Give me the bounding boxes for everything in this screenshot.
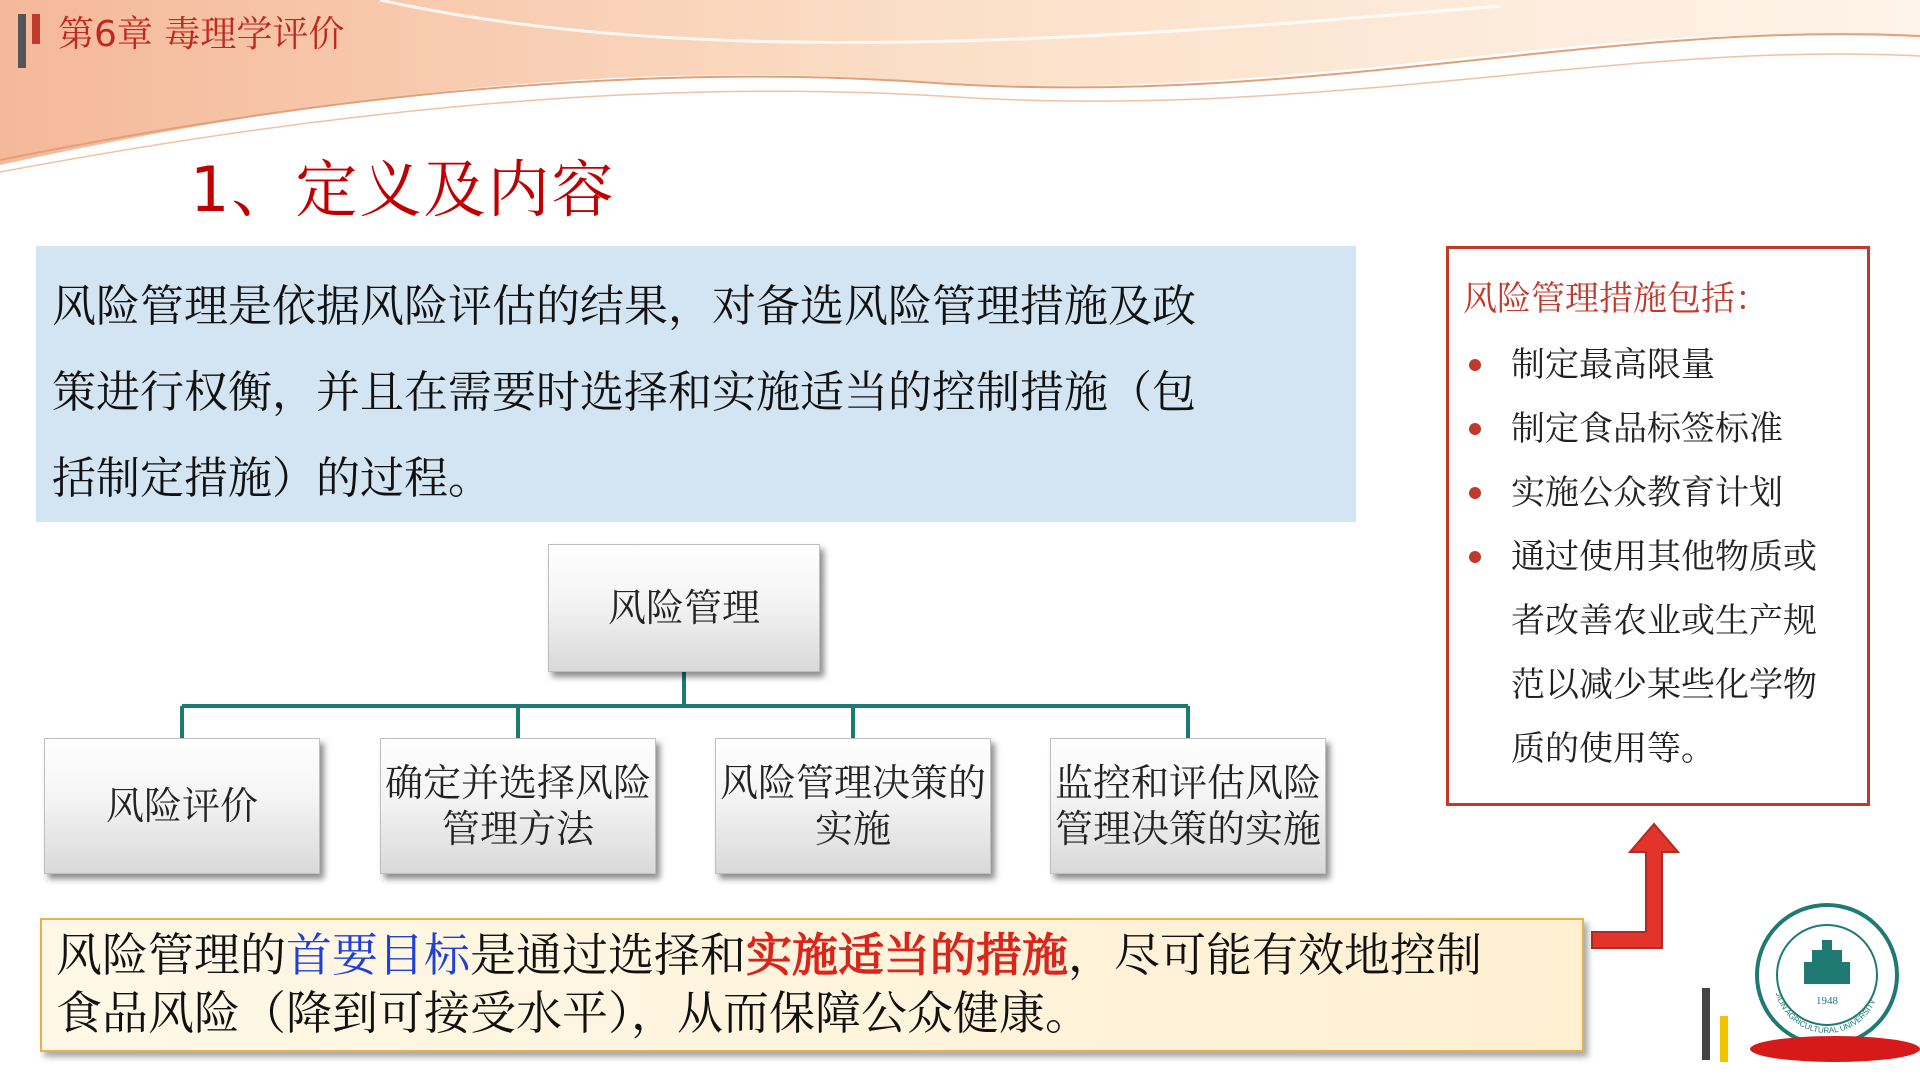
measures-item (1469, 397, 1849, 461)
bullet-dot-icon (1469, 487, 1481, 499)
goal-text: 风险管理的 (56, 928, 286, 982)
goal-line-1 (56, 926, 1568, 984)
measures-item-text: 制定食品标签标准 (1511, 409, 1783, 449)
university-logo (1752, 900, 1902, 1050)
goal-highlight-primary-goal: 首要目标 (286, 928, 470, 982)
footer-bar-dark (1702, 988, 1710, 1060)
diagram-child-4-line-2: 管理决策的实施 (1054, 807, 1321, 851)
footer-red-ellipse (1750, 1036, 1920, 1062)
goal-line-2: 食品风险（降到可接受水平），从而保障公众健康。 (56, 986, 1091, 1040)
bullet-dot-icon (1469, 551, 1481, 563)
diagram-child-3-line-1: 风险管理决策的 (719, 761, 986, 805)
definition-box (36, 246, 1356, 522)
diagram-child-node-4 (1050, 738, 1326, 874)
measures-item (1469, 525, 1849, 781)
diagram-child-4-line-1: 监控和评估风险 (1054, 761, 1321, 805)
definition-line-2: 策进行权衡，并且在需要时选择和实施适当的控制措施（包 (52, 367, 1196, 418)
measures-item (1469, 333, 1849, 397)
diagram-root-label: 风险管理 (607, 586, 760, 630)
goal-text: ，尽可能有效地控制 (1068, 928, 1482, 982)
measures-title: 风险管理措施包括： (1463, 279, 1769, 319)
bullet-dot-icon (1469, 359, 1481, 371)
diagram-child-node-3 (715, 738, 991, 874)
chapter-title: 第6章 毒理学评价 (58, 14, 345, 55)
definition-line-1: 风险管理是依据风险评估的结果，对备选风险管理措施及政 (52, 281, 1196, 332)
diagram-child-2-line-2: 管理方法 (441, 807, 594, 851)
chapter-marker-bar (18, 14, 26, 68)
definition-line-3: 括制定措施）的过程。 (52, 453, 492, 504)
chapter-marker-accent (32, 14, 40, 44)
section-title: 1、定义及内容 (190, 153, 616, 226)
goal-box (40, 918, 1584, 1052)
footer-bar-yellow (1720, 1016, 1728, 1062)
measures-list (1469, 333, 1849, 781)
diagram-child-node-2 (380, 738, 656, 874)
diagram-child-3-line-2: 实施 (814, 807, 891, 851)
measures-item-text: 通过使用其他物质或者改善农业或生产规范以减少某些化学物质的使用等。 (1511, 537, 1817, 769)
measures-item (1469, 461, 1849, 525)
goal-text: 是通过选择和 (470, 928, 746, 982)
measures-item-text: 制定最高限量 (1511, 345, 1715, 385)
measures-item-text: 实施公众教育计划 (1511, 473, 1783, 513)
logo-year: 1948 (1816, 995, 1838, 1007)
logo-caption: JILIN AGRICULTURAL UNIVERSITY (1773, 991, 1878, 1036)
diagram-child-2-line-1: 确定并选择风险 (384, 761, 651, 805)
diagram-root-node (548, 544, 820, 672)
measures-box (1446, 246, 1870, 806)
bullet-dot-icon (1469, 423, 1481, 435)
goal-highlight-measures: 实施适当的措施 (746, 928, 1068, 982)
diagram-child-node-1 (44, 738, 320, 874)
diagram-child-1-label: 风险评价 (105, 784, 258, 828)
arrow-up-icon (1590, 822, 1680, 952)
